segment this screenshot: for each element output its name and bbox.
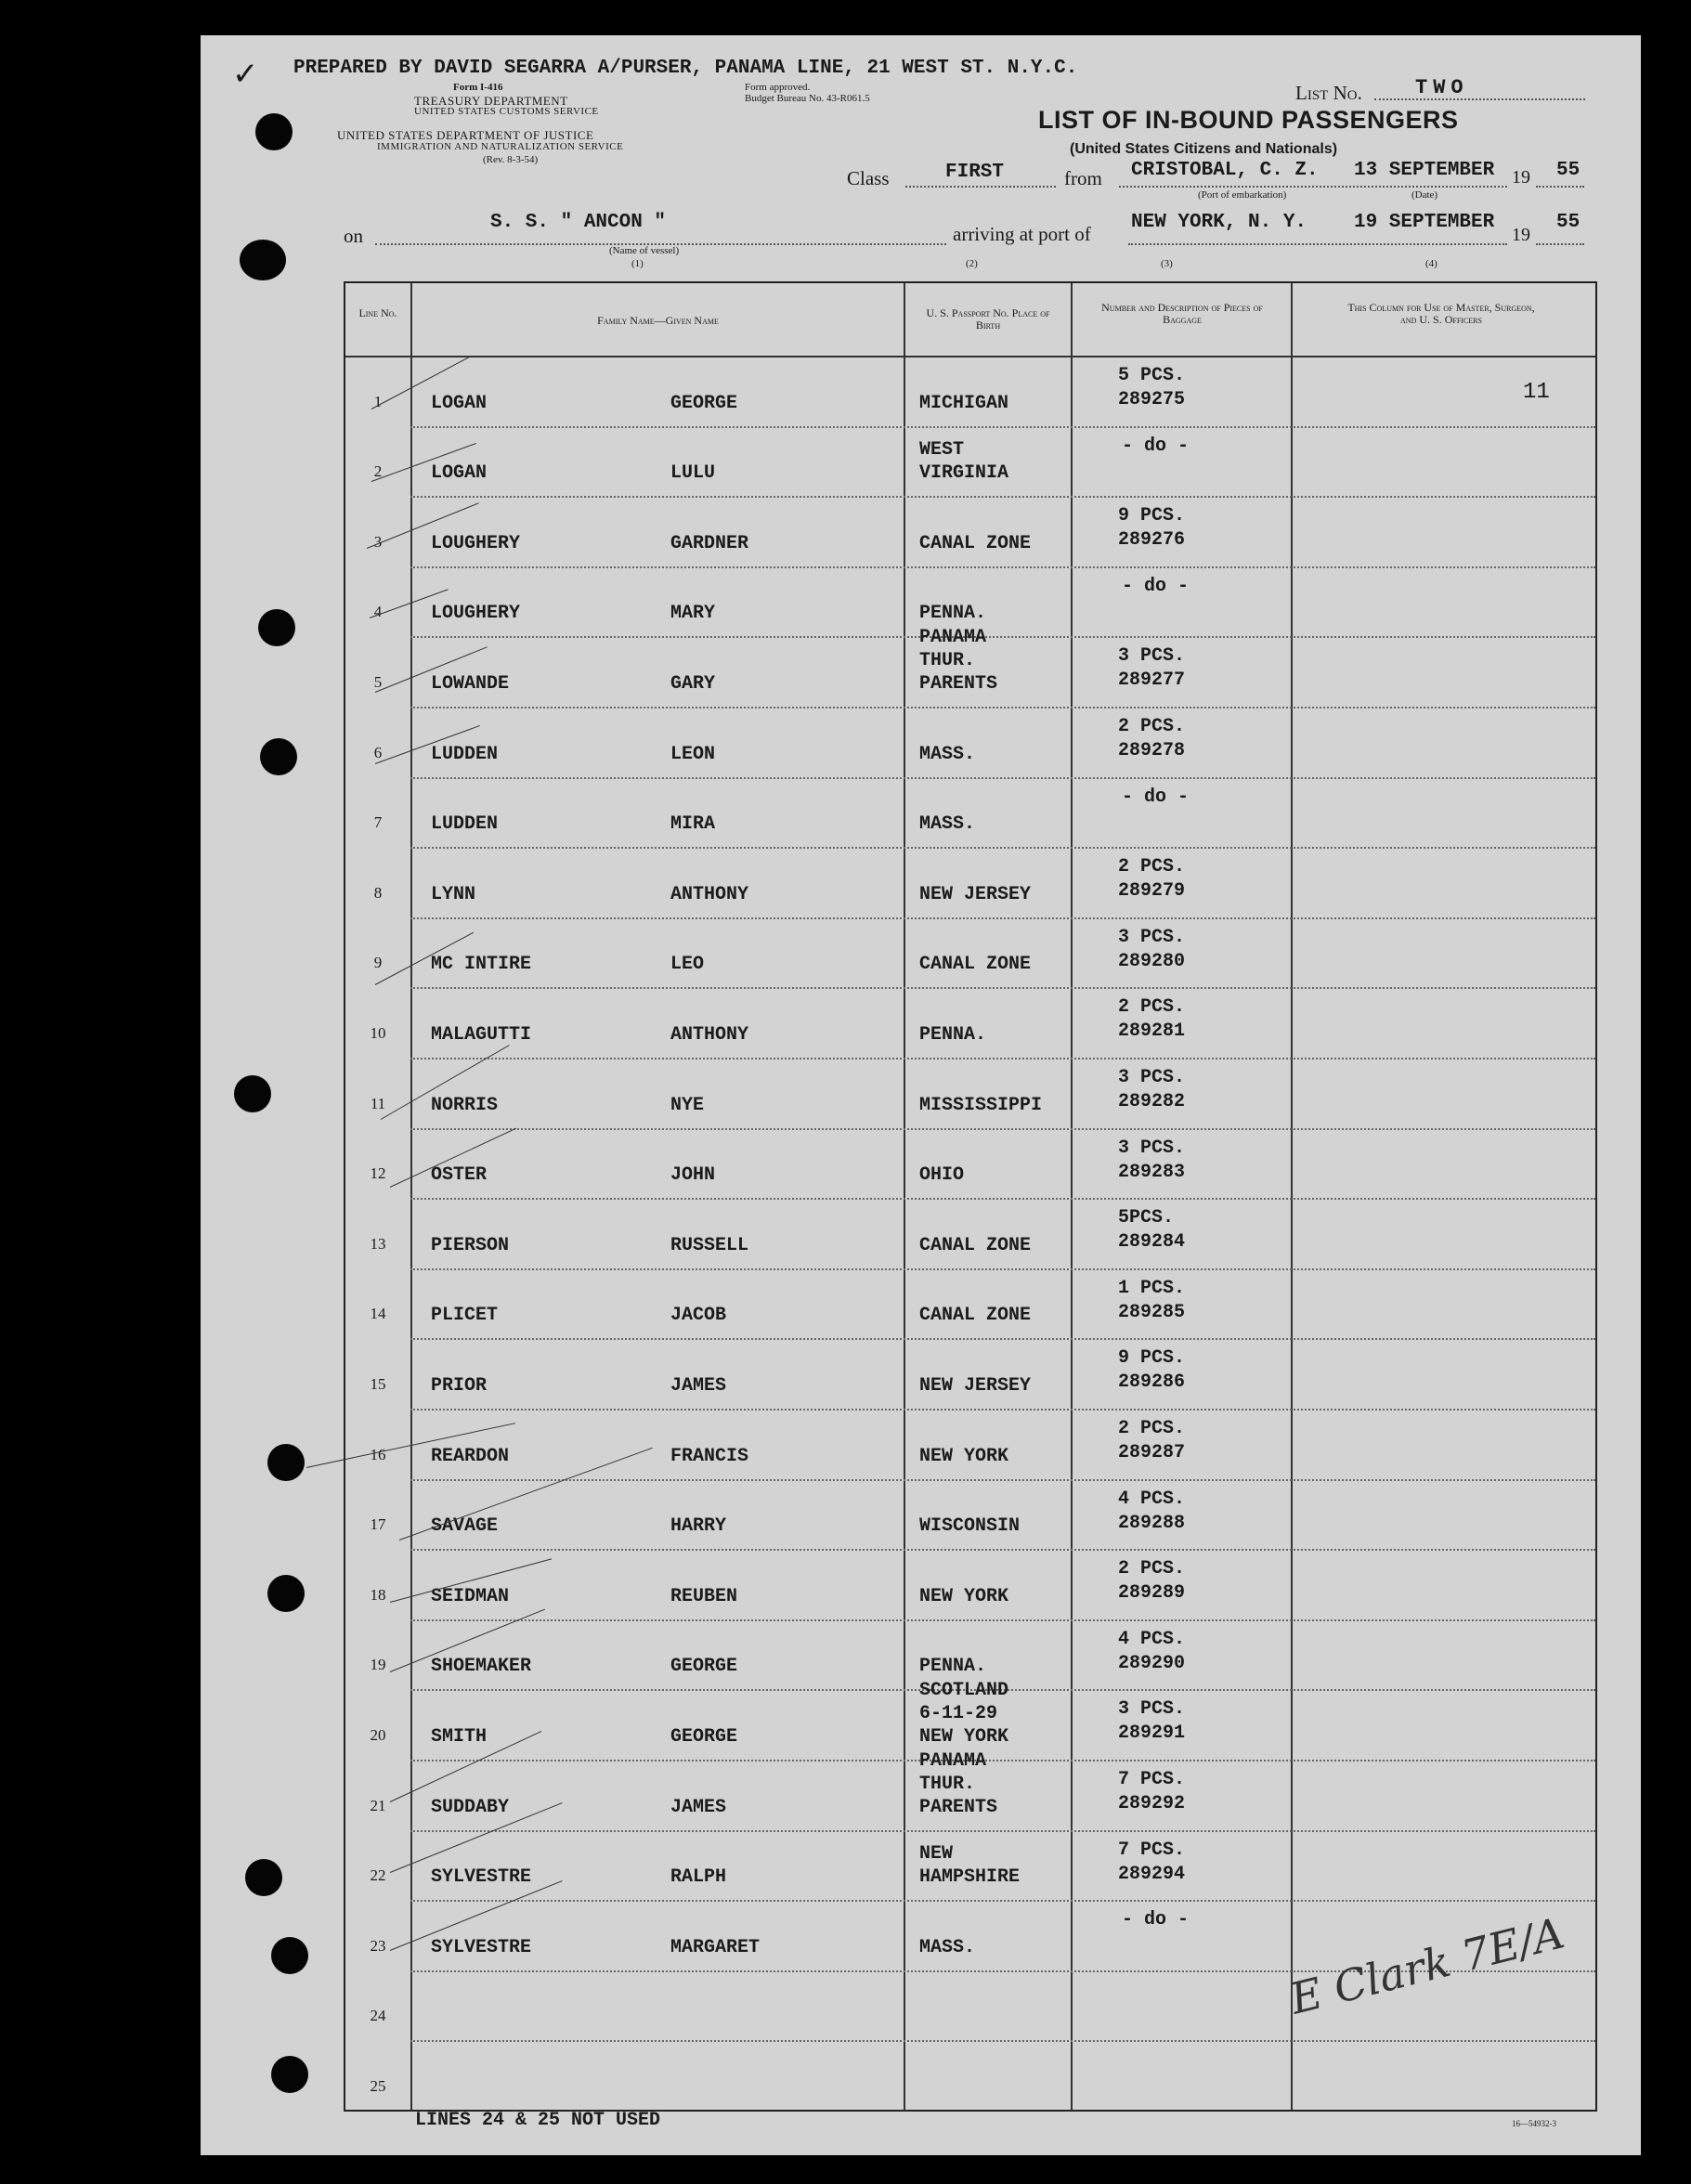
- class-value: FIRST: [945, 162, 1005, 183]
- baggage: 289279: [1118, 880, 1186, 903]
- given-name: LULU: [670, 462, 716, 485]
- family-name: SHOEMAKER: [431, 1656, 532, 1678]
- form-number: Form I-416: [453, 82, 503, 93]
- baggage: 289278: [1118, 740, 1186, 761]
- line-number: 24: [370, 2007, 386, 2025]
- place-of-birth: CANAL ZONE: [919, 532, 1032, 554]
- family-name: MALAGUTTI: [431, 1024, 532, 1046]
- line-number: 9: [373, 954, 383, 972]
- footer-note: LINES 24 & 25 NOT USED: [415, 2110, 661, 2131]
- arrive-year-prefix: 19: [1512, 225, 1530, 245]
- line-number: 7: [373, 813, 383, 832]
- place-of-birth: PANAMA: [919, 627, 987, 648]
- line-number: 13: [370, 1234, 386, 1253]
- table-row: [345, 777, 1595, 848]
- given-name: MIRA: [670, 813, 716, 836]
- table-row: [345, 987, 1595, 1058]
- binder-hole: [255, 113, 293, 150]
- line-number: 23: [370, 1936, 386, 1955]
- baggage: 3 PCS.: [1118, 1698, 1186, 1721]
- col-num-1: (1): [631, 258, 644, 269]
- family-name: SYLVESTRE: [431, 1936, 532, 1958]
- given-name: ANTHONY: [670, 1024, 749, 1046]
- family-name: LOUGHERY: [431, 532, 521, 554]
- baggage: 2 PCS.: [1118, 1418, 1186, 1439]
- baggage: 5PCS.: [1118, 1207, 1175, 1229]
- place-of-birth: THUR.: [919, 650, 976, 671]
- given-name: JAMES: [670, 1796, 727, 1818]
- class-label: Class: [847, 167, 890, 189]
- baggage: 3 PCS.: [1118, 926, 1186, 948]
- baggage: 2 PCS.: [1118, 996, 1186, 1019]
- binder-hole: [234, 1075, 271, 1112]
- place-of-birth: NEW YORK: [919, 1445, 1009, 1467]
- baggage: 289292: [1118, 1793, 1186, 1814]
- family-name: PLICET: [431, 1305, 499, 1327]
- place-of-birth: NEW JERSEY: [919, 883, 1032, 905]
- given-name: JOHN: [670, 1164, 716, 1187]
- given-name: GARDNER: [670, 532, 749, 554]
- arriving-label: arriving at port of: [953, 223, 1091, 245]
- baggage: 5 PCS.: [1118, 365, 1186, 386]
- line-number: 12: [370, 1164, 386, 1183]
- justice-dept: UNITED STATES DEPARTMENT OF JUSTICE: [337, 128, 594, 142]
- place-of-birth: CANAL ZONE: [919, 1234, 1032, 1256]
- family-name: NORRIS: [431, 1094, 499, 1116]
- arrive-date: 19 SEPTEMBER: [1354, 212, 1495, 233]
- baggage: 289276: [1118, 529, 1186, 552]
- from-label: from: [1064, 167, 1102, 189]
- baggage: 7 PCS.: [1118, 1839, 1186, 1861]
- on-label: on: [344, 225, 363, 247]
- family-name: SMITH: [431, 1726, 488, 1748]
- family-name: SAVAGE: [431, 1515, 499, 1538]
- line-number: 10: [370, 1024, 386, 1042]
- form-title: LIST OF IN-BOUND PASSENGERS: [1038, 106, 1459, 134]
- table-row: [345, 1128, 1595, 1199]
- baggage: 289281: [1118, 1020, 1186, 1043]
- date-caption: (Date): [1411, 189, 1438, 201]
- table-row: [345, 1058, 1595, 1128]
- header-name: Family Name—Given Name: [597, 314, 719, 327]
- form-approved: Form approved.: [745, 82, 811, 93]
- given-name: ANTHONY: [670, 883, 749, 905]
- header-officers: This Column for Use of Master, Surgeon, and U. S. Officers: [1347, 301, 1535, 326]
- given-name: REUBEN: [670, 1585, 738, 1607]
- line-number: 22: [370, 1866, 386, 1885]
- baggage: 4 PCS.: [1118, 1488, 1186, 1510]
- list-no-value: TWO: [1415, 76, 1469, 99]
- ins-service: IMMIGRATION AND NATURALIZATION SERVICE: [377, 141, 624, 152]
- class-line: [905, 186, 1056, 188]
- given-name: HARRY: [670, 1515, 727, 1538]
- table-row: [345, 1549, 1595, 1619]
- family-name: SEIDMAN: [431, 1585, 510, 1607]
- from-year-line: [1536, 186, 1584, 188]
- col-num-4: (4): [1425, 258, 1437, 269]
- baggage: 289287: [1118, 1442, 1186, 1463]
- family-name: LOGAN: [431, 392, 488, 414]
- baggage: - do -: [1122, 435, 1190, 457]
- given-name: GEORGE: [670, 1726, 738, 1748]
- baggage: 289285: [1118, 1301, 1186, 1323]
- from-port: CRISTOBAL, C. Z.: [1131, 160, 1319, 181]
- from-year-prefix: 19: [1512, 167, 1530, 188]
- place-of-birth: MICHIGAN: [919, 392, 1009, 414]
- table-row: [345, 2040, 1595, 2111]
- family-name: MC INTIRE: [431, 954, 532, 976]
- list-no-line: [1374, 98, 1585, 100]
- col-num-2: (2): [966, 258, 978, 269]
- place-of-birth: CANAL ZONE: [919, 954, 1032, 976]
- given-name: GEORGE: [670, 392, 738, 414]
- line-number: 19: [370, 1656, 386, 1674]
- check-mark: ✓: [232, 56, 259, 93]
- arriving-line: [1128, 243, 1507, 245]
- print-code: 16—54932-3: [1512, 2119, 1556, 2128]
- family-name: LUDDEN: [431, 743, 499, 765]
- place-of-birth: MASS.: [919, 813, 976, 836]
- given-name: MARGARET: [670, 1936, 761, 1958]
- given-name: JAMES: [670, 1375, 727, 1397]
- binder-hole: [245, 1859, 282, 1896]
- table-row: [345, 496, 1595, 566]
- baggage: 1 PCS.: [1118, 1277, 1186, 1299]
- handwritten-signature: E Clark 7E/A: [1284, 1907, 1569, 2024]
- place-of-birth: PARENTS: [919, 1796, 998, 1818]
- from-line: [1119, 186, 1507, 188]
- baggage: 289282: [1118, 1091, 1186, 1112]
- table-row: [345, 1409, 1595, 1479]
- baggage: 289277: [1118, 670, 1186, 692]
- line-number: 18: [370, 1585, 386, 1604]
- family-name: LOUGHERY: [431, 603, 521, 625]
- line-number: 20: [370, 1726, 386, 1744]
- place-of-birth: PANAMA: [919, 1749, 987, 1772]
- table-row: [345, 1198, 1595, 1268]
- place-of-birth: WEST: [919, 439, 965, 462]
- form-subtitle: (United States Citizens and Nationals): [1070, 141, 1338, 157]
- baggage: 289284: [1118, 1231, 1186, 1254]
- line-number: 14: [370, 1305, 386, 1323]
- baggage: 289280: [1118, 950, 1186, 972]
- place-of-birth: HAMPSHIRE: [919, 1866, 1021, 1889]
- from-date: 13 SEPTEMBER: [1354, 160, 1495, 181]
- given-name: LEO: [670, 954, 705, 976]
- baggage: 289288: [1118, 1512, 1186, 1534]
- family-name: OSTER: [431, 1164, 488, 1187]
- line-number: 15: [370, 1375, 386, 1393]
- binder-hole: [260, 738, 297, 775]
- table-row: [345, 917, 1595, 988]
- line-number: 17: [370, 1515, 386, 1534]
- given-name: JACOB: [670, 1305, 727, 1327]
- given-name: LEON: [670, 743, 716, 765]
- baggage: - do -: [1122, 1909, 1190, 1931]
- binder-hole: [258, 609, 295, 646]
- line-number: 11: [370, 1094, 386, 1112]
- header-passport: U. S. Passport No. Place of Birth: [926, 306, 1050, 332]
- arriving-port: NEW YORK, N. Y.: [1131, 212, 1307, 233]
- place-of-birth: VIRGINIA: [919, 462, 1009, 485]
- vessel-caption: (Name of vessel): [609, 245, 680, 256]
- table-row: [345, 1338, 1595, 1409]
- place-of-birth: THUR.: [919, 1773, 976, 1795]
- place-of-birth: NEW: [919, 1843, 954, 1866]
- from-year: 55: [1556, 160, 1580, 181]
- baggage: 3 PCS.: [1118, 1067, 1186, 1088]
- passenger-table: [344, 281, 1597, 2112]
- table-row: [345, 1479, 1595, 1550]
- baggage: 3 PCS.: [1118, 645, 1186, 668]
- line-number: 21: [370, 1796, 386, 1814]
- given-name: RALPH: [670, 1866, 727, 1889]
- table-row: [345, 426, 1595, 497]
- place-of-birth: NEW YORK: [919, 1726, 1009, 1748]
- family-name: PIERSON: [431, 1234, 510, 1256]
- line-number: 4: [373, 603, 383, 621]
- baggage: 9 PCS.: [1118, 505, 1186, 527]
- place-of-birth: 6-11-29: [919, 1703, 998, 1724]
- place-of-birth: PENNA.: [919, 1656, 987, 1678]
- customs-service: UNITED STATES CUSTOMS SERVICE: [414, 106, 599, 117]
- line-number: 25: [370, 2077, 386, 2095]
- col-num-3: (3): [1161, 258, 1173, 269]
- baggage: 2 PCS.: [1118, 856, 1186, 878]
- port-embark-caption: (Port of embarkation): [1198, 189, 1287, 201]
- list-no-label: List No.: [1295, 82, 1362, 104]
- place-of-birth: PARENTS: [919, 673, 998, 695]
- baggage: 289289: [1118, 1582, 1186, 1605]
- baggage: - do -: [1122, 575, 1190, 597]
- binder-hole: [267, 1575, 305, 1612]
- family-name: LOWANDE: [431, 673, 510, 695]
- given-name: GARY: [670, 673, 716, 695]
- family-name: LYNN: [431, 883, 476, 905]
- place-of-birth: OHIO: [919, 1164, 965, 1187]
- table-row: [345, 1268, 1595, 1339]
- line-number: 6: [373, 743, 383, 761]
- given-name: GEORGE: [670, 1656, 738, 1678]
- family-name: LUDDEN: [431, 813, 499, 836]
- baggage: 289290: [1118, 1652, 1186, 1674]
- form-revision: (Rev. 8-3-54): [483, 154, 539, 165]
- header-line-no: Line No.: [358, 306, 397, 319]
- budget-bureau: Budget Bureau No. 43-R061.5: [745, 93, 870, 104]
- line-number: 2: [373, 462, 383, 481]
- baggage: 289291: [1118, 1722, 1186, 1745]
- place-of-birth: MASS.: [919, 1936, 976, 1958]
- prepared-by: PREPARED BY DAVID SEGARRA A/PURSER, PANAMA LINE, 21 WEST ST. N.Y.C.: [293, 58, 1078, 79]
- place-of-birth: PENNA.: [919, 603, 987, 625]
- place-of-birth: SCOTLAND: [919, 1680, 1009, 1701]
- baggage: - do -: [1122, 786, 1190, 808]
- baggage: 2 PCS.: [1118, 716, 1186, 737]
- place-of-birth: NEW YORK: [919, 1585, 1009, 1607]
- table-row: [345, 356, 1595, 426]
- family-name: LOGAN: [431, 462, 488, 485]
- place-of-birth: CANAL ZONE: [919, 1305, 1032, 1327]
- table-row: [345, 707, 1595, 777]
- binder-hole: [271, 2056, 308, 2093]
- baggage: 3 PCS.: [1118, 1137, 1186, 1159]
- binder-hole: [240, 240, 286, 280]
- baggage: 4 PCS.: [1118, 1628, 1186, 1650]
- place-of-birth: MISSISSIPPI: [919, 1094, 1043, 1116]
- given-name: FRANCIS: [670, 1445, 749, 1467]
- vessel-name: S. S. " ANCON ": [490, 212, 667, 233]
- baggage: 289286: [1118, 1372, 1186, 1394]
- line-number: 3: [373, 532, 383, 551]
- place-of-birth: WISCONSIN: [919, 1515, 1021, 1538]
- baggage: 7 PCS.: [1118, 1769, 1186, 1790]
- table-row: [345, 1830, 1595, 1901]
- family-name: REARDON: [431, 1445, 510, 1467]
- line-number: 1: [373, 392, 383, 410]
- place-of-birth: PENNA.: [919, 1024, 987, 1046]
- place-of-birth: MASS.: [919, 743, 976, 765]
- table-row: [345, 847, 1595, 917]
- line-number: 16: [370, 1445, 386, 1463]
- line-number: 8: [373, 883, 383, 902]
- family-name: SYLVESTRE: [431, 1866, 532, 1889]
- family-name: SUDDABY: [431, 1796, 510, 1818]
- given-name: RUSSELL: [670, 1234, 749, 1256]
- baggage: 9 PCS.: [1118, 1347, 1186, 1370]
- given-name: MARY: [670, 603, 716, 625]
- binder-hole: [267, 1444, 305, 1481]
- header-baggage: Number and Description of Pieces of Baggage: [1101, 301, 1263, 326]
- baggage: 289294: [1118, 1863, 1186, 1885]
- line-number: 5: [373, 673, 383, 691]
- baggage: 289275: [1118, 389, 1186, 410]
- family-name: PRIOR: [431, 1375, 488, 1397]
- place-of-birth: NEW JERSEY: [919, 1375, 1032, 1397]
- officer-note: 11: [1523, 380, 1550, 405]
- given-name: NYE: [670, 1094, 705, 1116]
- baggage: 2 PCS.: [1118, 1558, 1186, 1580]
- baggage: 289283: [1118, 1161, 1186, 1183]
- arrive-year-line: [1536, 243, 1584, 245]
- arrive-year: 55: [1556, 212, 1580, 233]
- treasury-dept: TREASURY DEPARTMENT: [414, 94, 568, 108]
- binder-hole: [271, 1937, 308, 1974]
